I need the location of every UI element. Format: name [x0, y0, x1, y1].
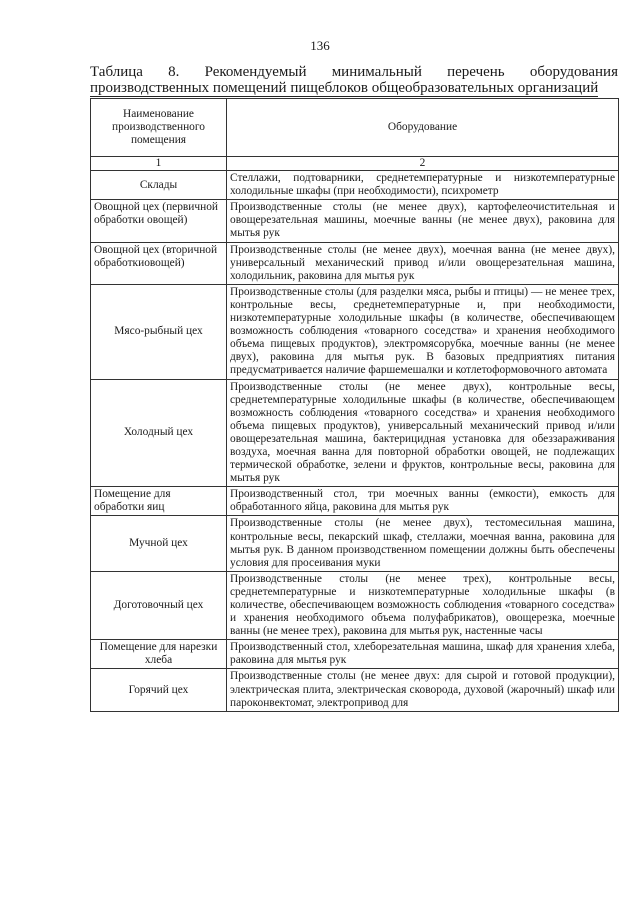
caption-line-2: производственных помещений пищеблоков общеобразовательных организаций: [90, 80, 599, 96]
equipment-list: Производственные столы (не менее двух), тестомесильная машина, контрольные весы, пекарский шкаф, стеллажи, моечная ванна, раковина для мытья рук. В данном производственном помещении должны быть обеспечены условия для просеивания муки: [227, 516, 619, 571]
table-row: [91, 487, 619, 516]
caption-word: минимальный: [331, 64, 422, 80]
caption-word: Рекомендуемый: [204, 64, 307, 80]
table-row: [91, 171, 619, 200]
room-name: Овощной цех (первичной обработки овощей): [91, 200, 227, 242]
table-row: [91, 640, 619, 669]
table-row: [91, 200, 619, 242]
header-equipment: Оборудование: [227, 99, 619, 157]
table-row: [91, 379, 619, 487]
table-row: [91, 516, 619, 571]
column-number: 1: [91, 157, 227, 171]
room-name: Холодный цех: [91, 379, 227, 487]
room-name: Склады: [91, 171, 227, 200]
equipment-list: Производственные столы (не менее трех), контрольные весы, среднетемпературные и низкотемпературные холодильные шкафы (в количестве, обеспечивающем возможность соблюдения «товарного соседства» и хранения необходимого объема полуфабрикатов), овощерезка, моечные ванны (не менее трех), раковина для мытья рук, настенные часы: [227, 571, 619, 639]
room-name: Горячий цех: [91, 669, 227, 711]
room-name: Помещение для обработки яиц: [91, 487, 227, 516]
table-caption: [90, 64, 618, 97]
header-room-name: Наименование производственного помещения: [91, 99, 227, 157]
equipment-list: Производственные столы (не менее двух: для сырой и готовой продукции), электрическая плита, электрическая сковорода, духовой (жарочный) шкаф или пароконвектомат, электропривод для: [227, 669, 619, 711]
caption-word: Таблица: [90, 64, 143, 80]
equipment-list: Стеллажи, подтоварники, среднетемпературные и низкотемпературные холодильные шкафы (при необходимости), психрометр: [227, 171, 619, 200]
table-row: [91, 571, 619, 639]
equipment-list: Производственный стол, три моечных ванны (емкости), емкость для обработанного яйца, раковина для мытья рук: [227, 487, 619, 516]
equipment-list: Производственные столы (для разделки мяса, рыбы и птицы) — не менее трех, контрольные весы, среднетемпературные и, при необходимости, низкотемпературные холодильные шкафы (в количестве, обеспечивающем возможность соблюдения «товарного соседства» и хранения необходимого объема пищевых продуктов), электромясорубка, моечные ванны (не менее двух), раковина для мытья рук. В базовых предприятиях питания предусматривается наличие фаршемешалки и котлетоформовочного автомата: [227, 284, 619, 379]
room-name: Доготовочный цех: [91, 571, 227, 639]
equipment-list: Производственные столы (не менее двух), моечная ванна (не менее двух), универсальный механический привод и/или овощерезательная машина, холодильник, раковина для мытья рук: [227, 242, 619, 284]
caption-word: оборудования: [529, 64, 618, 80]
table-number-row: [91, 157, 619, 171]
caption-line-1: [90, 64, 618, 80]
table-row: [91, 242, 619, 284]
caption-word: перечень: [447, 64, 505, 80]
equipment-list: Производственный стол, хлеборезательная машина, шкаф для хранения хлеба, раковина для мытья рук: [227, 640, 619, 669]
equipment-table: [90, 98, 619, 712]
equipment-list: Производственные столы (не менее двух), контрольные весы, среднетемпературные холодильные шкафы (в количестве, обеспечивающем возможность соблюдения «товарного соседства» и хранения необходимого объема пищевых продуктов), универсальный механический привод и/или овощерезательная машина, бактерицидная установка для обеззараживания воздуха, моечная ванна для повторной обработки овощей, не подлежащих термической обработке, зелени и фруктов, контрольные весы, раковина для мытья рук: [227, 379, 619, 487]
room-name: Овощной цех (вторичной обработкиовощей): [91, 242, 227, 284]
room-name: Мучной цех: [91, 516, 227, 571]
page-number: 136: [310, 38, 330, 53]
column-number: 2: [227, 157, 619, 171]
room-name: Мясо-рыбный цех: [91, 284, 227, 379]
caption-word: 8.: [168, 64, 180, 80]
table-row: [91, 669, 619, 711]
table-header-row: [91, 99, 619, 157]
room-name: Помещение для нарезки хлеба: [91, 640, 227, 669]
equipment-list: Производственные столы (не менее двух), картофелеочистительная и овощерезательная машины, моечные ванны (не менее двух), раковина для мытья рук: [227, 200, 619, 242]
table-row: [91, 284, 619, 379]
